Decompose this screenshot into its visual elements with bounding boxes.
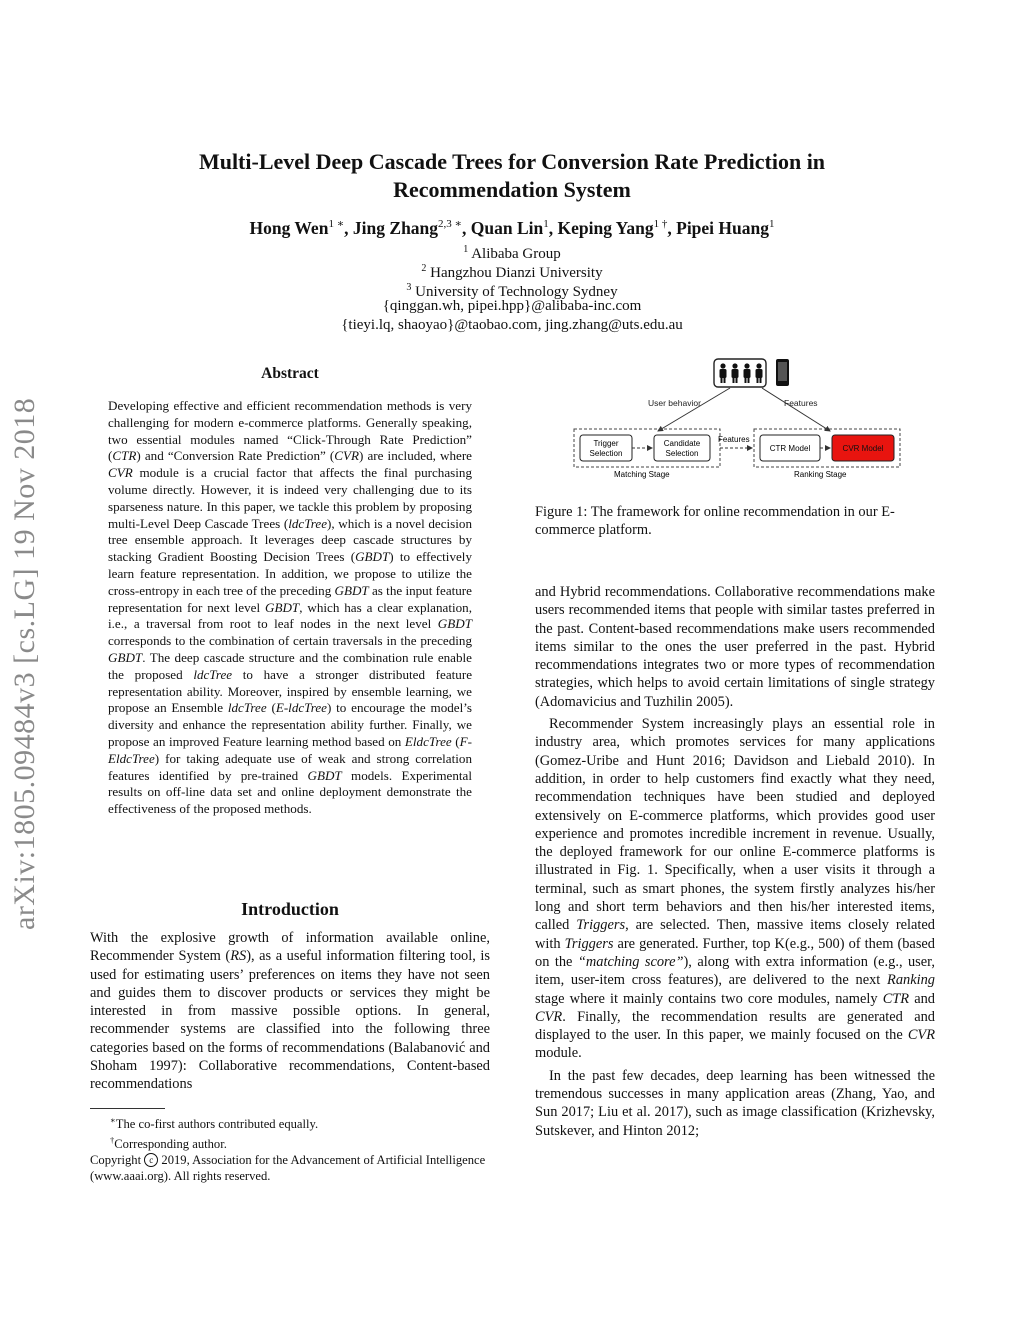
title-line-1: Multi-Level Deep Cascade Trees for Conversion Rate Prediction in: [198, 149, 826, 174]
framework-figure: [572, 355, 902, 483]
introduction-body: With the explosive growth of information available online, Recommender System (RS), as a useful information filtering tool, is used for estimating users’ preferences on items they have not seen and guides them to discover products or services they might be interested in from massive possible options. In general, recommender systems are classified into the following three categories based on the forms of recommendations (Balabanović and Shoham 1997): Collaborative recommendations, Content-based recommendations: [90, 930, 490, 1093]
introduction-heading: Introduction: [241, 899, 339, 919]
author-sup: 1 †: [653, 218, 668, 230]
matching-stage-label: Matching Stage: [614, 470, 670, 479]
arxiv-identifier: arXiv:1805.09484v3 [cs.LG] 19 Nov 2018: [8, 397, 41, 930]
author-name: Hong Wen: [249, 217, 329, 238]
label-user-behavior: User behavior: [648, 398, 701, 408]
footnote: †Corresponding author.: [110, 1135, 227, 1152]
label-features-top: Features: [784, 398, 818, 408]
affiliation-sup: 3: [406, 282, 412, 293]
cvr-model-label: CVR Model: [842, 444, 884, 453]
copyright-icon: c: [144, 1153, 158, 1167]
ranking-stage-label: Ranking Stage: [794, 470, 847, 479]
affiliation-text: University of Technology Sydney: [415, 284, 618, 300]
author-sup: 1 ∗: [328, 218, 345, 230]
ctr-model-label: CTR Model: [769, 444, 811, 453]
author-name: Keping Yang: [557, 217, 654, 238]
trigger-label-2: Selection: [589, 449, 623, 458]
email-line: {tieyi.lq, shaoyao}@taobao.com, jing.zhang@uts.edu.au: [341, 317, 683, 333]
abstract-body: Developing effective and efficient recommendation methods is very challenging for modern e-commerce platforms. Generally speaking, two essential modules named “Click-Through Rate Prediction” (CTR) and “Conversion Rate Prediction” (CVR) are included, where CVR module is a crucial factor that affects the final purchasing volume directly. However, it is indeed very challenging due to its sparseness nature. In this paper, we tackle this problem by proposing multi-Level Deep Cascade Trees (ldcTree), which is a novel decision tree ensemble approach. It leverages deep cascade structures by stacking Gradient Boosting Decision Trees (GBDT) to effectively learn feature representation. In addition, we propose to utilize the cross-entropy in each tree of the preceding GBDT as the input feature representation for next level GBDT, which has a clear explanation, i.e., a traversal from root to leaf nodes in the next level GBDT corresponds to the combination of certain traversals in the preceding GBDT. The deep cascade structure and the combination rule enable the proposed ldcTree to have a stronger distributed feature representation ability. Moreover, inspired by ensemble learning, we propose an Ensemble ldcTree (E-ldcTree) to encourage the model’s diversity and enhance the representation ability further. Finally, we propose an improved Feature learning method based on EldcTree (F-EldcTree) for taking adequate use of weak and strong correlation features identified by pre-trained GBDT models. Experimental results on off-line data set and online deployment demonstrate the effectiveness of the proposed methods.: [108, 398, 473, 817]
paper-title: [90, 148, 934, 204]
footnotes: [90, 1112, 510, 1184]
arrow-features: [762, 388, 830, 431]
footnote-rule: [90, 1108, 165, 1109]
author-name: Pipei Huang: [676, 217, 769, 238]
author-sup: 2,3 ∗: [438, 218, 463, 230]
author-name: Jing Zhang: [352, 217, 439, 238]
author-sup: 1: [543, 218, 549, 230]
label-features-mid: Features: [718, 435, 750, 444]
right-column-body: [535, 583, 935, 1140]
figure-caption: Figure 1: The framework for online recommendation in our E-commerce platform.: [535, 504, 895, 538]
email-line: {qinggan.wh, pipei.hpp}@alibaba-inc.com: [382, 298, 642, 314]
copyright-notice: Copyright c 2019, Association for the Advancement of Artificial Intelligence (www.aaai.org). All rights reserved.: [90, 1153, 486, 1184]
abstract-heading: Abstract: [261, 365, 319, 382]
smartphone-icon: [776, 359, 789, 386]
author-name: Quan Lin: [470, 217, 544, 238]
paragraph: Recommender System increasingly plays an essential role in industry area, which promotes services for many applications (Gomez-Uribe and Hunt 2016; Davidson and Liebald 2010). In addition, in order to help customers find exactly what they need, recommendation techniques have been studied and deployed extensively on E-commerce platforms, which provides good user experience and promotes incredible increment in revenue. Usually, the deployed framework for our online E-commerce platforms is illustrated in Fig. 1. Specifically, when a user visits it through a terminal, such as smart phones, the system firstly analyzes his/her long and short term behaviors and then his/her interested items, called Triggers, are selected. Then, massive items closely related with Triggers are generated. Further, top K(e.g., 500) of them (based on the “matching score”), along with extra information (e.g., user, item, user-item cross features), are delivered to the next Ranking stage where it mainly contains two core modules, namely CTR and CVR. Finally, the recommendation results are generated and displayed to the user. In this paper, we mainly focused on the CVR module.: [535, 716, 936, 1062]
affiliation-sup: 2: [421, 263, 427, 274]
affiliation-text: Alibaba Group: [471, 246, 561, 262]
paragraph: and Hybrid recommendations. Collaborative recommendations make users recommended items that people with similar tastes preferred in the past. Content-based recommendations make users recommended items similar to the ones the user preferred in the past. Hybrid recommendations integrates two or more types of recommendation strategies, which helps to avoid certain limitations of single strategy (Adomavicius and Tuzhilin 2005).: [535, 584, 935, 710]
author-list: Hong Wen$^{1 ∗}$, Jing Zhang$^{2,3 ∗}$, Quan Lin$^1$, Keping Yang$^{1 \dagger}$, Pipei Huang$^1$: [249, 217, 775, 238]
title-line-2: Recommendation System: [393, 177, 631, 202]
candidate-label-1: Candidate: [663, 439, 701, 448]
candidate-label-2: Selection: [665, 449, 699, 458]
users-icon: [714, 359, 766, 387]
trigger-label-1: Trigger: [593, 439, 619, 448]
author-sup: 1: [769, 218, 775, 230]
affiliation-text: Hangzhou Dianzi University: [430, 265, 603, 281]
arrow-user-behavior: [658, 388, 730, 431]
footnote: ∗The co-first authors contributed equally.: [110, 1115, 319, 1132]
affiliation-sup: 1: [463, 244, 469, 255]
paragraph: In the past few decades, deep learning has been witnessed the tremendous successes in many application areas (Zhang, Yao, and Sun 2017; Liu et al. 2017), such as image classification (Krizhevsky, Sutskever, and Hinton 2012;: [535, 1067, 935, 1139]
